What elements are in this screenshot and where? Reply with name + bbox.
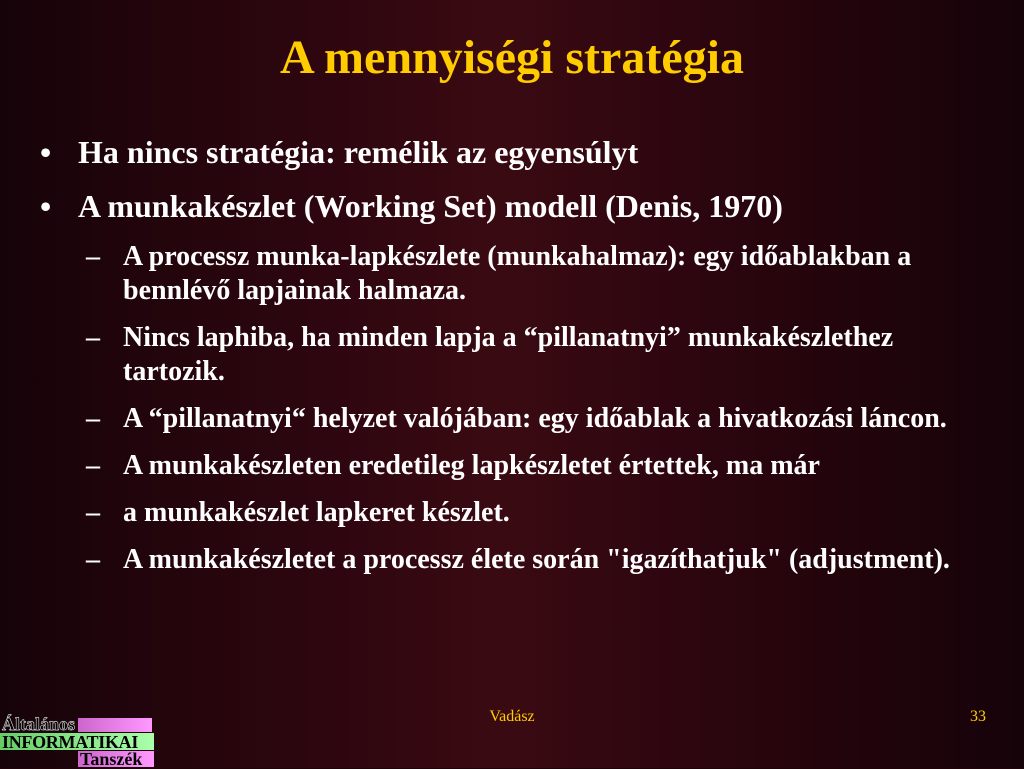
bullet-marker: • [40,188,52,224]
page-number: 33 [970,708,986,725]
dash-marker: – [86,497,100,528]
sub-bullet-item [86,240,990,308]
logo-text-line1: Általános [2,714,76,734]
bullet-item [40,132,990,172]
bullet-text: Ha nincs stratégia: remélik az egyensúlyt [78,134,639,170]
sub-bullet-item [86,496,990,530]
sub-bullet-item [86,402,990,436]
dash-marker: – [86,322,100,353]
logo-text-line3: Tanszék [80,749,143,769]
slide-title: A mennyiségi stratégia [280,31,744,84]
sub-bullet-text: A munkakészleten eredetileg lapkészletet értettek, ma már [123,450,820,481]
slide-body [40,132,990,590]
dash-marker: – [86,450,100,481]
dash-marker: – [86,241,100,272]
sub-bullet-text: A “pillanatnyi“ helyzet valójában: egy időablak a hivatkozási láncon. [123,403,947,434]
sub-bullet-text: A processz munka-lapkészlete (munkahalmaz): egy időablakban a bennlévő lapjainak halmaza. [123,241,912,306]
bullet-marker: • [40,134,52,170]
sub-bullet-item [86,449,990,483]
logo-text-line2: INFORMATIKAI [2,732,139,752]
sub-bullet-text: Nincs laphiba, ha minden lapja a “pillanatnyi” munkakészlethez tartozik. [123,322,894,387]
sub-bullet-text: a munkakészlet lapkeret készlet. [123,497,510,528]
bullet-text: A munkakészlet (Working Set) modell (Denis, 1970) [78,188,783,224]
sub-bullet-item [86,321,990,389]
footer-author: Vadász [489,708,535,725]
dash-marker: – [86,544,100,575]
sub-bullet-item [86,543,990,577]
sub-bullet-text: A munkakészletet a processz élete során "igazíthatjuk" (adjustment). [123,544,950,575]
bullet-item [40,186,990,226]
dash-marker: – [86,403,100,434]
